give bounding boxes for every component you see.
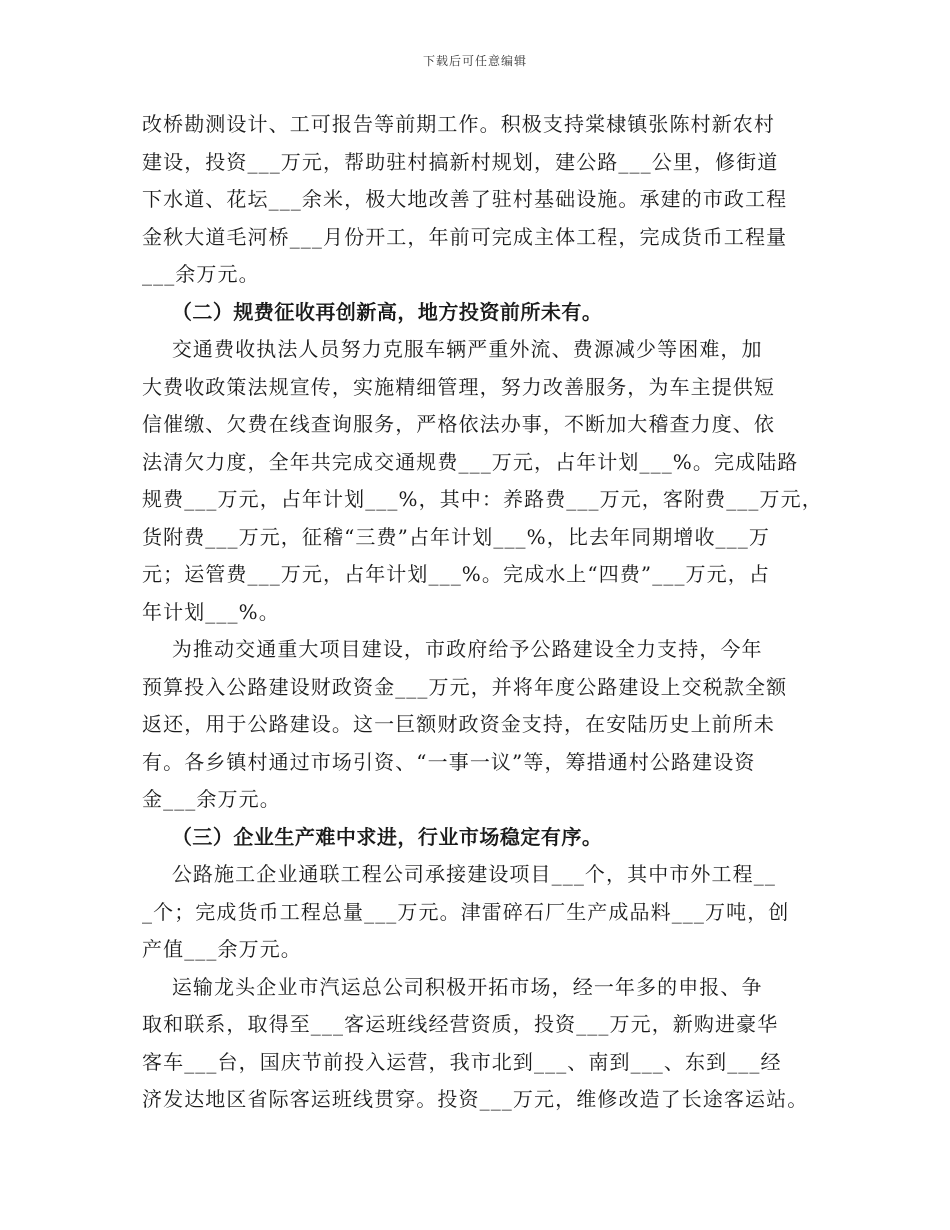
text-line: 元；运管费___万元，占年计划___%。完成水上“四费”___万元，占 — [142, 562, 770, 586]
text-line: ___余万元。 — [142, 262, 260, 286]
text-line: 法清欠力度，全年共完成交通规费___万元，占年计划___%。完成陆路 — [142, 449, 799, 474]
text-line: 运输龙头企业市汽运总公司积极开拓市场，经一年多的申报、争 — [142, 974, 763, 999]
text-line: 产值___余万元。 — [142, 937, 302, 961]
text-line: 改桥勘测设计、工可报告等前期工作。积极支持棠棣镇张陈村新农村 — [142, 112, 775, 136]
section-heading-2: （二）规费征收再创新高，地方投资前所未有。 — [142, 299, 603, 324]
text-line: 信催缴、欠费在线查询服务，严格依法办事，不断加大稽查力度、依 — [142, 412, 775, 436]
text-line: 大费收政策法规宣传，实施精细管理，努力改善服务，为车主提供短 — [142, 374, 775, 399]
section-heading-3: （三）企业生产难中求进，行业市场稳定有序。 — [142, 824, 603, 849]
text-line: 取和联系，取得至___客运班线经营资质，投资___万元，新购进豪华 — [142, 1012, 779, 1036]
text-line: 交通费收执法人员努力克服车辆严重外流、费源减少等困难，加 — [142, 337, 763, 361]
text-line: 预算投入公路建设财政资金___万元，并将年度公路建设上交税款全额 — [142, 674, 788, 699]
text-line: 规费___万元，占年计划___%，其中：养路费___万元，客附费___万元， — [142, 487, 823, 511]
text-line: 金___余万元。 — [142, 787, 281, 811]
text-line: 有。各乡镇村通过市场引资、“一事一议”等，筹措通村公路建设资 — [142, 749, 756, 774]
text-line: 为推动交通重大项目建设，市政府给予公路建设全力支持，今年 — [142, 637, 763, 661]
page-header-note: 下载后可任意编辑 — [422, 54, 527, 68]
text-line: 建设，投资___万元，帮助驻村搞新村规划，建公路___公里，修街道 — [142, 149, 779, 174]
text-line: 货附费___万元，征稽“三费”占年计划___%，比去年同期增收___万 — [142, 524, 770, 549]
text-line: 济发达地区省际客运班线贯穿。投资___万元，维修改造了长途客运站。 — [142, 1087, 809, 1111]
text-line: 年计划___%。 — [142, 599, 280, 624]
text-line: _个；完成货币工程总量___万元。津雷碎石厂生产成品料___万吨，创 — [142, 899, 790, 924]
text-line: 下水道、花坛___余米，极大地改善了驻村基础设施。承建的市政工程 — [142, 187, 788, 211]
text-line: 公路施工企业通联工程公司承接建设项目___个，其中市外工程__ — [142, 862, 776, 886]
document-body — [142, 106, 830, 1119]
text-line: 金秋大道毛河桥___月份开工，年前可完成主体工程，完成货币工程量 — [142, 224, 788, 249]
text-line: 客车___台，国庆节前投入运营，我市北到___、南到___、东到___经 — [142, 1049, 782, 1074]
text-line: 返还，用于公路建设。这一巨额财政资金支持，在安陆历史上前所未 — [142, 712, 775, 736]
